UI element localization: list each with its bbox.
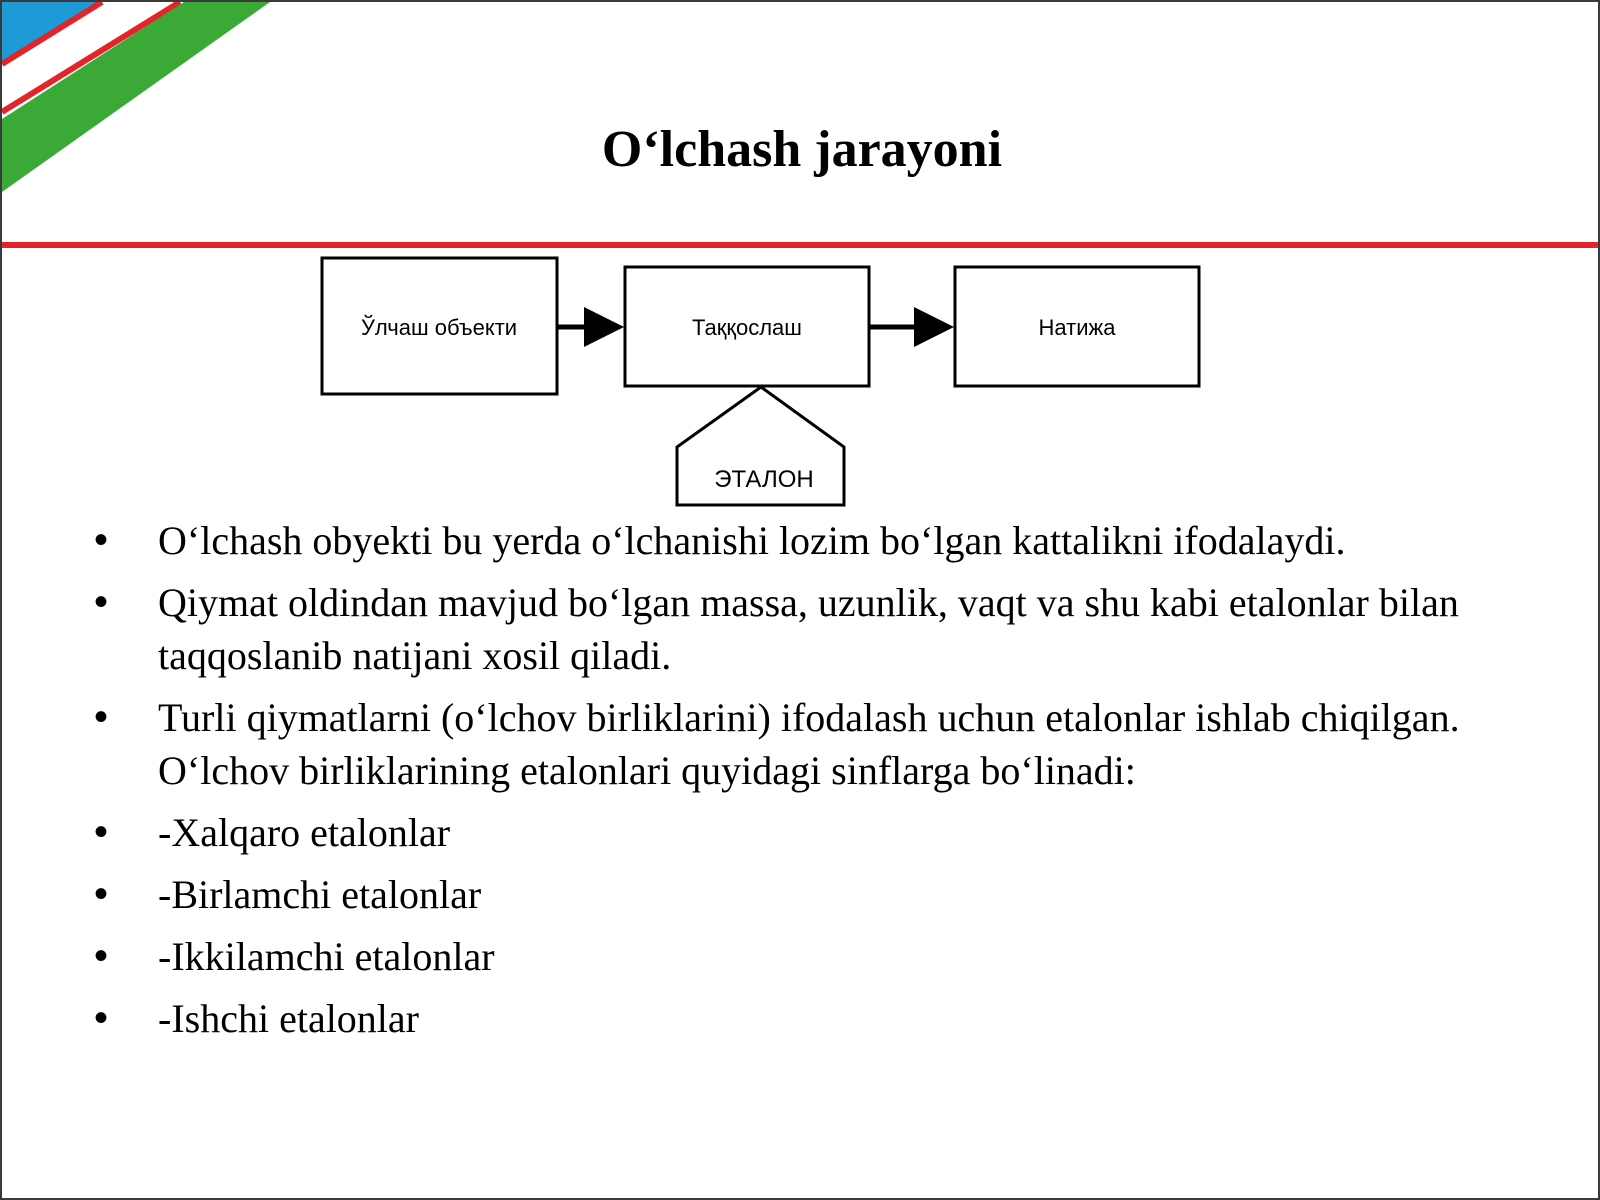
bullet-dot: •	[94, 810, 109, 854]
bullet-item	[94, 514, 1574, 567]
bullet-text: Turli qiymatlarni (o‘lchov birliklarini) ifodalash uchun etalonlar ishlab chiqilgan. O‘lchov birliklarining etalonlari quyidagi sinflarga bo‘linadi:	[158, 695, 1460, 793]
bullet-text: Qiymat oldindan mavjud bo‘lgan massa, uzunlik, vaqt va shu kabi etalonlar bilan taqqoslanib natijani xosil qiladi.	[158, 580, 1459, 678]
node-result	[955, 267, 1199, 386]
bullet-item	[94, 806, 1574, 859]
bullet-dot: •	[94, 934, 109, 978]
bullet-list	[94, 514, 1574, 1054]
bullet-text: -Birlamchi etalonlar	[158, 872, 482, 917]
node-etalon	[677, 387, 844, 505]
bullet-item	[94, 992, 1574, 1045]
bullet-text: -Xalqaro etalonlar	[158, 810, 451, 855]
bullet-item	[94, 576, 1574, 682]
bullet-dot: •	[94, 996, 109, 1040]
bullet-item	[94, 930, 1574, 983]
node-result-label: Натижа	[1038, 315, 1116, 340]
bullet-item	[94, 868, 1574, 921]
bullet-item	[94, 691, 1574, 797]
node-compare-label: Таққослаш	[692, 315, 802, 340]
node-etalon-label: ЭТАЛОН	[714, 466, 814, 493]
page-title: O‘lchash jarayoni	[601, 121, 1003, 178]
bullet-dot: •	[94, 695, 109, 739]
node-measurement-object	[322, 258, 557, 394]
bullet-text: -Ikkilamchi etalonlar	[158, 934, 495, 979]
bullet-text: O‘lchash obyekti bu yerda o‘lchanishi lozim bo‘lgan kattalikni ifodalaydi.	[158, 518, 1346, 563]
node-measurement-object-label: Ўлчаш объекти	[360, 315, 518, 340]
bullet-text: -Ishchi etalonlar	[158, 996, 419, 1041]
bullet-dot: •	[94, 518, 109, 562]
bullet-dot: •	[94, 872, 109, 916]
node-compare	[625, 267, 869, 386]
bullet-dot: •	[94, 580, 109, 624]
